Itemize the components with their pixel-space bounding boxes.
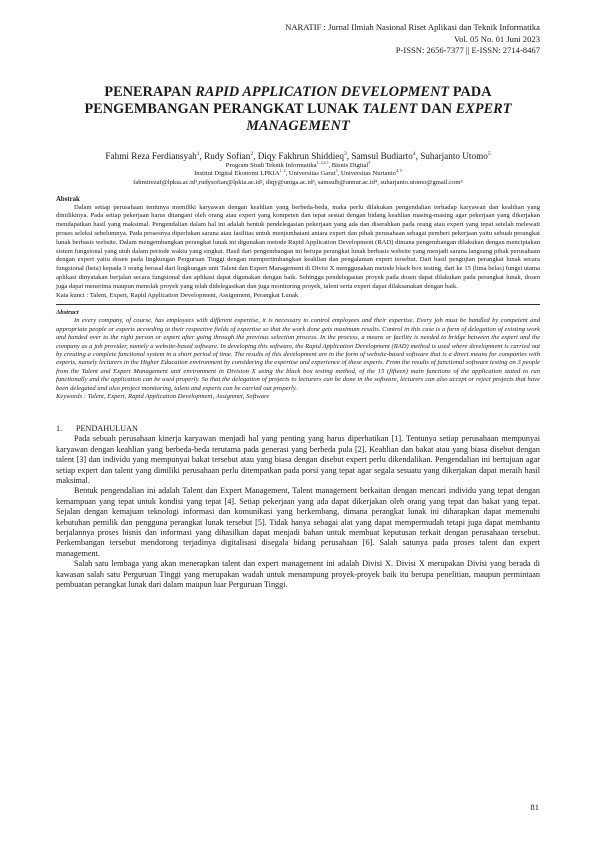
author-affiliation-mark: 2: [250, 150, 254, 157]
divider: [56, 304, 540, 305]
abstrak-heading: Abstrak: [56, 195, 80, 203]
paper-title: [56, 84, 540, 135]
affiliation-text: , Universitas Garut: [285, 170, 336, 178]
section-number: 1.: [56, 424, 63, 434]
page-number: 81: [530, 802, 539, 812]
title-part: EXPERT MANAGEMENT: [246, 100, 512, 134]
body-paragraph: Bentuk pengendalian ini adalah Talent dan Expert Management, Talent management berkaitan dengan mencari individu yang tepat dengan kemampuan yang tepat untuk kondisi yang tepat [4]. Setiap pekerjaan yang ada dapat dikerjakan oleh orang yang tepat dan bakat yang tepat. Sejalan dengan kemajuan teknologi informasi dan komunikasi yang berkembang, dimana perangkat lunak ini diharapkan dapat memenuhi kebutuhan pemilik dan pengguna perangkat lunak tersebut [5]. Tidak hanya sebagai alat yang dapat mempermudah tetapi juga dapat membantu berjalannya proses bisnis dan informasi yang dihasilkan dapat menjadi bahan untuk membuat keputusan terkait dengan perusahaan tersebut. Perkembangan tersebut mendorong terjadinya digitalisasi disegala bidang perusahaan [6]. Salah satunya pada proses talent dan expert management.: [56, 486, 540, 558]
section-title: PENDAHULUAN: [76, 424, 138, 434]
affiliation-mark: 3: [368, 159, 371, 165]
abstract-text: In every company, of course, has employees with different expertise, it is necessary to control employees and their expertise. Every job must be handled by competent and appropriate people or experts according to their respective fields of expertise so that the work done gets maximum results. Control in this case is a form of delegation of existing work and handed over to the right person or expert after going through the previous selection process. In the process, a means or facility is needed to bridge between the expert and the company as a job provider, namely a website-based software. In developing this software, the Rapid Application Development (RAD) method is used where development is carried out by creating a complete functional system in a short period of time. The results of this development are in the form of website-based software that is a direct means for companies with experts, namely lecturers in the Higher Education environment by considering the expertise and experience of these experts. From the results of functional software testing on 3 people from the Talent and Expert Management unit environment in Division X using the black box testing method, of the 15 (fifteen) main functions of the application stated to run functionally and the application can be used properly. So that the delegation of projects to lecturers can be done in the software, lecturers can also accept or reject projects that have been delegated and also project monitoring, talent and experts can be carried out properly.: [56, 317, 540, 392]
affiliation-institution: [56, 170, 540, 179]
keywords: Keywords : Talent, Expert, Rapid Application Development, Assignmet, Software: [56, 392, 270, 400]
body-paragraph: Salah satu lembaga yang akan menerapkan talent dan expert management ini adalah Divisi X. Divisi X merupakan Divisi yang berada di kawasan salah satu Perguruan Tinggi yang merupakan wadah untuk menampung proyek-proyek baik itu berupa penelitian, maupun permintaan pembuatan perangkat lunak dari dalam maupun luar Perguruan Tinggi.: [56, 559, 540, 590]
affiliation-text: Institut Digital Ekonomi LPKIA: [194, 170, 280, 178]
author-list: [56, 151, 540, 162]
affiliation-mark: 1, 2,4,5: [316, 159, 329, 165]
journal-volume: Vol. 05 No. 01 Juni 2023: [453, 33, 540, 44]
author-name: , Suharjanto Utomo: [415, 150, 488, 161]
kata-kunci: Kata kunci : Talent, Expert, Rapid Application Development, Assignment, Perangkat Lunak: [56, 291, 299, 299]
journal-header: [56, 22, 540, 57]
abstract-heading: Abstract: [56, 309, 79, 317]
title-part: TALENT: [362, 100, 418, 117]
section-heading: [56, 423, 540, 434]
title-part: PADA PENGEMBANGAN PERANGKAT LUNAK: [84, 83, 492, 117]
author-name: , Samsul Budiarto: [346, 150, 413, 161]
journal-name: NARATIF : Jurnal Ilmiah Nasional Riset Aplikasi dan Teknik Informatika: [285, 22, 540, 32]
title-part: DAN: [417, 100, 456, 117]
affiliation-text: Program Studi Teknik Informatika: [225, 161, 317, 169]
author-name: , Diqy Fakhrun Shiddieq: [253, 150, 344, 161]
author-affiliation-mark: 1: [196, 150, 200, 157]
author-affiliation-mark: 5: [487, 150, 491, 157]
affiliation-text: , Universitas Nurtanio: [337, 170, 396, 178]
affiliation-mark: 4, 5: [395, 168, 402, 174]
affiliation-mark: 3: [335, 168, 338, 174]
journal-issn: P-ISSN: 2656-7377 || E-ISSN: 2714-8467: [395, 45, 540, 56]
author-name: Fahmi Reza Ferdiansyah: [105, 150, 197, 161]
abstrak-text: Dalam setiap perusahaan tentunya memiliki karyawan dengan keahlian yang berbeda-beda, maka perlu dilakukan pengendalian terhadap karyawan dan keahlian yang dimilikinya. Pada setiap pekerjaan harus ditangani oleh orang atau expert yang kompeten dan tepat sesuai dengan bidang keahlian masing-masing agar pekerjaan yang dikerjakan mendapatkan hasil yang maksimal. Pengendalian dalam hal ini adalah bentuk pendelegasian pekerjaan yang ada dan diserahkan pada orang atau expert yang tepat setelah melewati proses seleksi sebelumnya. Pada prosesnya diperlukan sarana atau fasilitas untuk menjembatani antara expert dan pihak perusahaan sebagai pemberi pekerjaan yaitu sebuah perangkat lunak berbasis website. Dalam mengembangkan perangkat lunak ini digunakan metode Rapid Application Development (RAD) dimana pengembangan dilakukan dengan menciptakan sistem fungsional yang utuh dalam periode waktu yang singkat. Hasil dari pengembangan ini berupa perangkat lunak berbasis website yang menjadi sarana langsung pihak perusahaan dengan expert yaitu dosen pada lingkungan Perguruan Tinggi dengan mempertimbangkan keahlian dan pengalaman expert tersebut. Dari hasil pengujian perangkat lunak secara fungsional (beta) kepada 3 orang berasal dari lingkungan unit Talent dan Expert Management di Divisi X menggunakan metode black box testing, dari ke 15 (lima belas) fungsi utama aplikasi dinyatakan berjalan secara fungsional dan aplikasi dapat digunakan dengan baik. Sehingga pendelegasian proyek pada dosen dapat dilakukan pada perangkat lunak, dosen juga dapat menerima maupun menolak proyek yang telah didelegasikan dan juga monitoring proyek, talent serta expert dapat dilaksanakan dengan baik.: [56, 203, 540, 290]
affiliation-mark: 1, 2: [279, 168, 286, 174]
title-part: PENERAPAN: [104, 83, 196, 100]
author-affiliation-mark: 3: [343, 150, 347, 157]
body-paragraph: Pada sebuah perusahaan kinerja karyawan menjadi hal yang penting yang harus diperhatikan [1]. Tentunya setiap perusahaan mempunyai karyawan dengan keahlian yang berbeda-beda terutama pada generasi yang berbeda pula [2]. Keahlian dan bakat atau yang biasa disebut dengan talent [3] dan individu yang mempunyai bakat tersebut atau yang biasa dengan disebut expert perlu dikendalikan. Pengendalian ini bertujuan agar setiap expert dan talent yang dimiliki perusahaan perlu ditempatkan pada porsi yang tepat agar segala sesuatu yang dikerjakan dapat meraih hasil maksimal.: [56, 434, 540, 486]
title-part: RAPID APPLICATION DEVELOPMENT: [195, 83, 450, 100]
author-affiliation-mark: 4: [412, 150, 416, 157]
author-emails: fahmirezaf@lpkia.ac.id¹,rudysofian@lpkia.ac.id², diqy@uniga.ac.id³, samsulb@unnur.ac.id⁴, suharjanto.utomo@gmail.com⁵: [133, 178, 463, 186]
affiliation-text: , Bisnis Digital: [328, 161, 369, 169]
author-name: , Rudy Sofian: [199, 150, 251, 161]
paper-page: [56, 22, 540, 590]
